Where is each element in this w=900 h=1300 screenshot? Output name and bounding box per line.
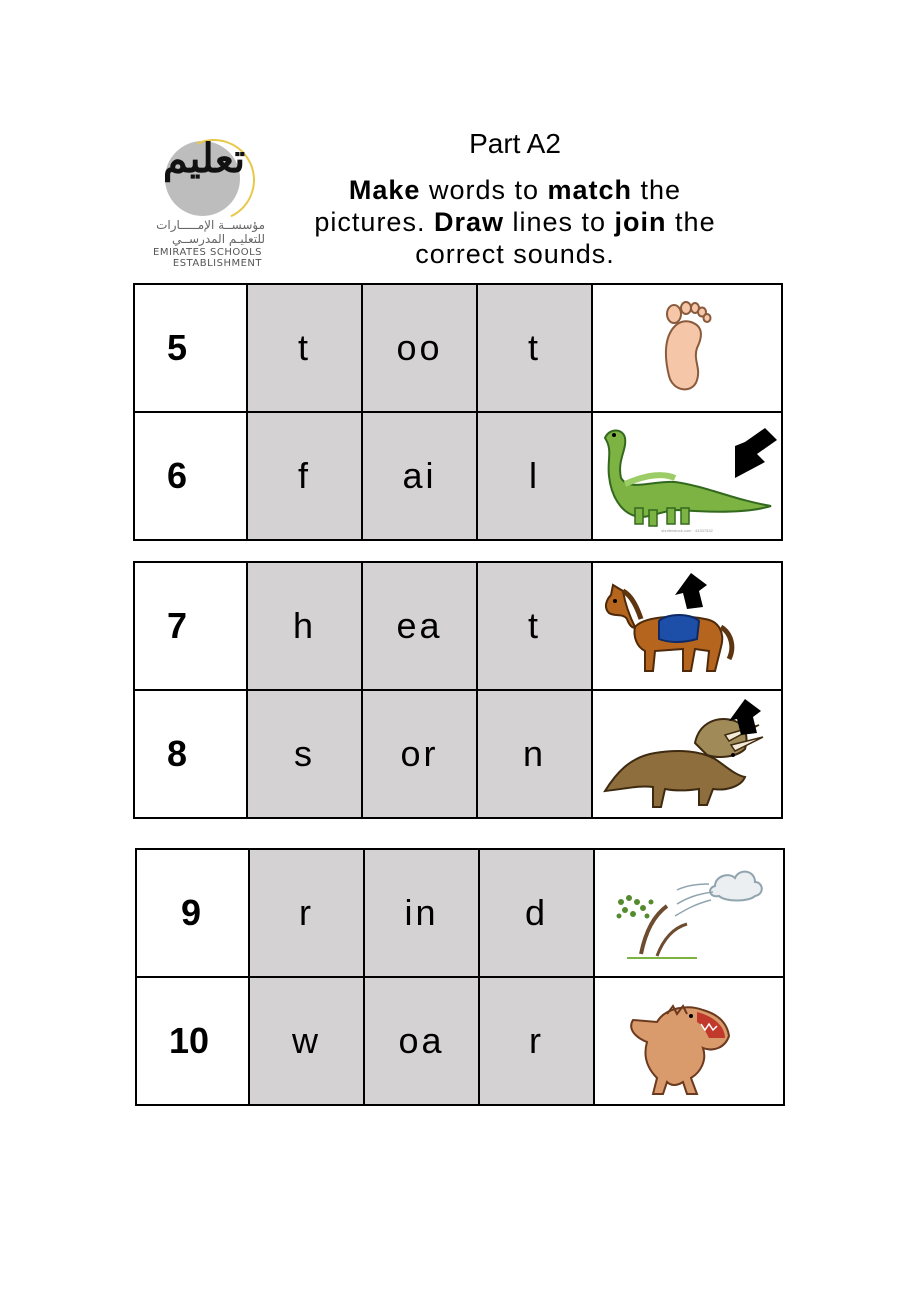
instr-text-3: lines to: [503, 207, 615, 237]
sound-cell[interactable]: f: [247, 412, 362, 540]
picture-cell[interactable]: [592, 562, 782, 690]
sound-cell[interactable]: t: [477, 562, 592, 690]
word-table-2: [133, 561, 783, 819]
sound-cell[interactable]: in: [364, 849, 479, 977]
horse-seat-icon: [595, 567, 779, 685]
row-number: 7: [134, 562, 247, 690]
dinosaur-tail-icon: [595, 420, 779, 538]
picture-cell[interactable]: [592, 412, 782, 540]
row-number: 9: [136, 849, 249, 977]
row-number: 10: [136, 977, 249, 1105]
instr-text-4: the correct sounds.: [415, 207, 716, 269]
logo-arabic-word: تعليم: [162, 135, 246, 182]
table-row: [134, 562, 782, 690]
sound-cell[interactable]: h: [247, 562, 362, 690]
foot-icon: [657, 298, 717, 398]
word-table-3: [135, 848, 785, 1106]
sound-cell[interactable]: r: [249, 849, 364, 977]
sound-cell[interactable]: ea: [362, 562, 477, 690]
logo-arabic-line1: مؤسســة الإمـــــارات: [156, 218, 265, 232]
sound-cell[interactable]: l: [477, 412, 592, 540]
logo-arabic-line2: للتعليـم المدرســي: [171, 232, 265, 246]
instr-text-1: words to: [420, 175, 548, 205]
instr-bold-3: Draw: [433, 207, 504, 237]
sound-cell[interactable]: w: [249, 977, 364, 1105]
sound-cell[interactable]: r: [479, 977, 594, 1105]
table-row: [136, 849, 784, 977]
sound-cell[interactable]: t: [247, 284, 362, 412]
row-number: 6: [134, 412, 247, 540]
row-number: 5: [134, 284, 247, 412]
roaring-dinosaur-icon: [597, 982, 781, 1100]
school-logo: [140, 135, 265, 270]
table-row: [136, 977, 784, 1105]
triceratops-horn-icon: [595, 695, 779, 813]
sound-cell[interactable]: d: [479, 849, 594, 977]
table-row: [134, 690, 782, 818]
sound-cell[interactable]: t: [477, 284, 592, 412]
instructions: [300, 174, 730, 270]
sound-cell[interactable]: oo: [362, 284, 477, 412]
picture-cell[interactable]: [594, 977, 784, 1105]
part-title: Part A2: [469, 128, 561, 159]
wind-icon: [597, 854, 781, 972]
sound-cell[interactable]: s: [247, 690, 362, 818]
instr-bold-4: join: [614, 207, 667, 237]
instr-text-2: the pictures.: [314, 175, 682, 237]
word-table-1: [133, 283, 783, 541]
instr-bold-1: Make: [348, 175, 421, 205]
table-row: [134, 284, 782, 412]
sound-cell[interactable]: oa: [364, 977, 479, 1105]
image-caption: shutterstock.com · 44337532: [661, 527, 713, 533]
table-row: [134, 412, 782, 540]
sound-cell[interactable]: or: [362, 690, 477, 818]
logo-english-line2: ESTABLISHMENT: [172, 258, 262, 269]
row-number: 8: [134, 690, 247, 818]
picture-cell[interactable]: [592, 284, 782, 412]
logo-english-line1: EMIRATES SCHOOLS: [153, 247, 262, 258]
instr-bold-2: match: [547, 175, 633, 205]
sound-cell[interactable]: ai: [362, 412, 477, 540]
picture-cell[interactable]: [592, 690, 782, 818]
picture-cell[interactable]: [594, 849, 784, 977]
sound-cell[interactable]: n: [477, 690, 592, 818]
